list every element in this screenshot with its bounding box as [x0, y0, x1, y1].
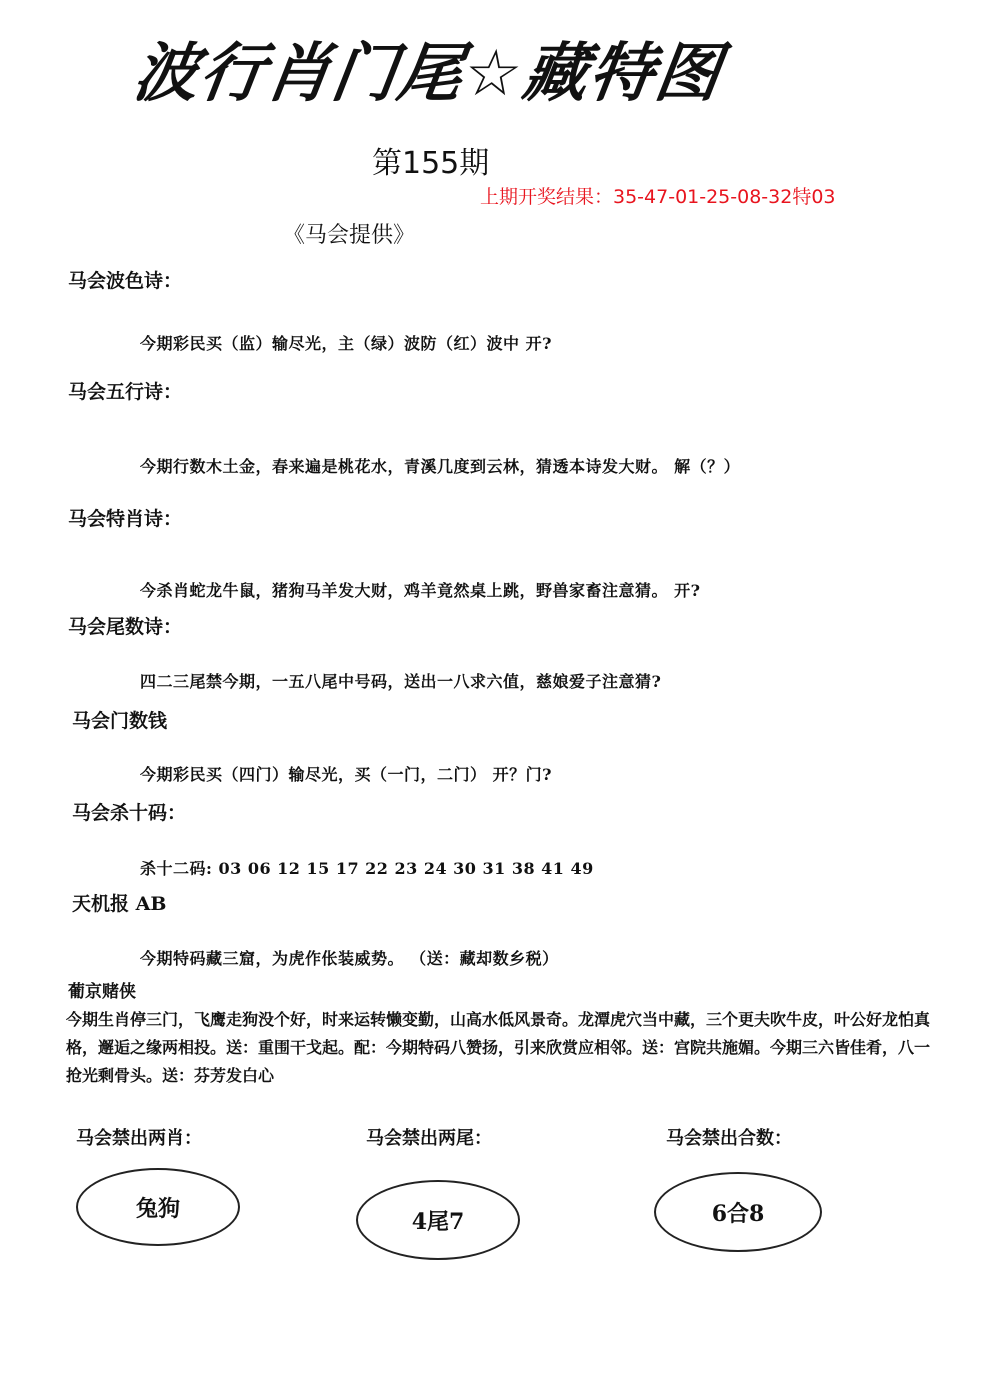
ban-tail-value: 4尾7: [411, 1208, 465, 1235]
ban-sum-label: 马会禁出合数：: [666, 1128, 792, 1149]
last-result: 上期开奖结果：35-47-01-25-08-32特03: [480, 186, 836, 208]
wave-color-poem: 今期彩民买（监）输尽光，主（绿）波防（红）波中 开?: [140, 334, 552, 353]
gate-number-poem: 今期彩民买（四门）输尽光，买（一门，二门） 开？门?: [140, 765, 552, 784]
five-elements-poem: 今期行数木土金，春来遍是桃花水，青溪几度到云林，猜透本诗发大财。 解（？）: [140, 457, 741, 476]
special-zodiac-heading: 马会特肖诗：: [68, 508, 183, 530]
ban-zodiac-label: 马会禁出两肖：: [76, 1128, 202, 1149]
gate-number-heading: 马会门数钱: [72, 710, 168, 732]
five-elements-heading: 马会五行诗：: [68, 381, 183, 403]
ban-zodiac-oval: [76, 1168, 240, 1246]
ban-tail-oval: [356, 1180, 520, 1260]
ban-sum-oval: [654, 1172, 822, 1252]
ban-sum-value: 6合8: [711, 1200, 765, 1227]
kill-numbers-list: 杀十二码: 03 06 12 15 17 22 23 24 30 31 38 41 49: [140, 859, 594, 878]
tianji-heading: 天机报 AB: [72, 893, 167, 915]
gamble-heading: 葡京赌侠: [68, 982, 136, 1002]
tail-number-heading: 马会尾数诗：: [68, 616, 183, 638]
page-title: 波行肖门尾☆藏特图: [128, 37, 727, 111]
provider-label: 《马会提供》: [283, 223, 416, 248]
tail-number-poem: 四二三尾禁今期，一五八尾中号码，送出一八求六值，慈娘爱子注意猜?: [140, 672, 662, 691]
kill-numbers-heading: 马会杀十码：: [72, 802, 187, 824]
wave-color-heading: 马会波色诗：: [68, 270, 183, 292]
issue-number: 第155期: [372, 146, 490, 181]
special-zodiac-poem: 今杀肖蛇龙牛鼠，猪狗马羊发大财，鸡羊竟然桌上跳，野兽家畜注意猜。 开?: [140, 581, 701, 600]
tianji-poem: 今期特码藏三窟，为虎作伥装威势。 （送：藏却数乡税）: [140, 949, 559, 968]
gamble-paragraph: 今期生肖停三门，飞鹰走狗没个好，时来运转懒变勤，山高水低风景奇。龙潭虎穴当中藏，三个更夫吹牛皮，叶公好龙怕真格，邂逅之缘两相投。送：重围干戈起。配：今期特码八赞扬，引来欣赏应相邻。送：宫院共施媚。今期三六皆佳肴，八一抢光剩骨头。送：芬芳发白心: [66, 1010, 931, 1085]
ban-tail-label: 马会禁出两尾：: [366, 1128, 492, 1149]
ban-zodiac-value: 兔狗: [135, 1195, 180, 1222]
